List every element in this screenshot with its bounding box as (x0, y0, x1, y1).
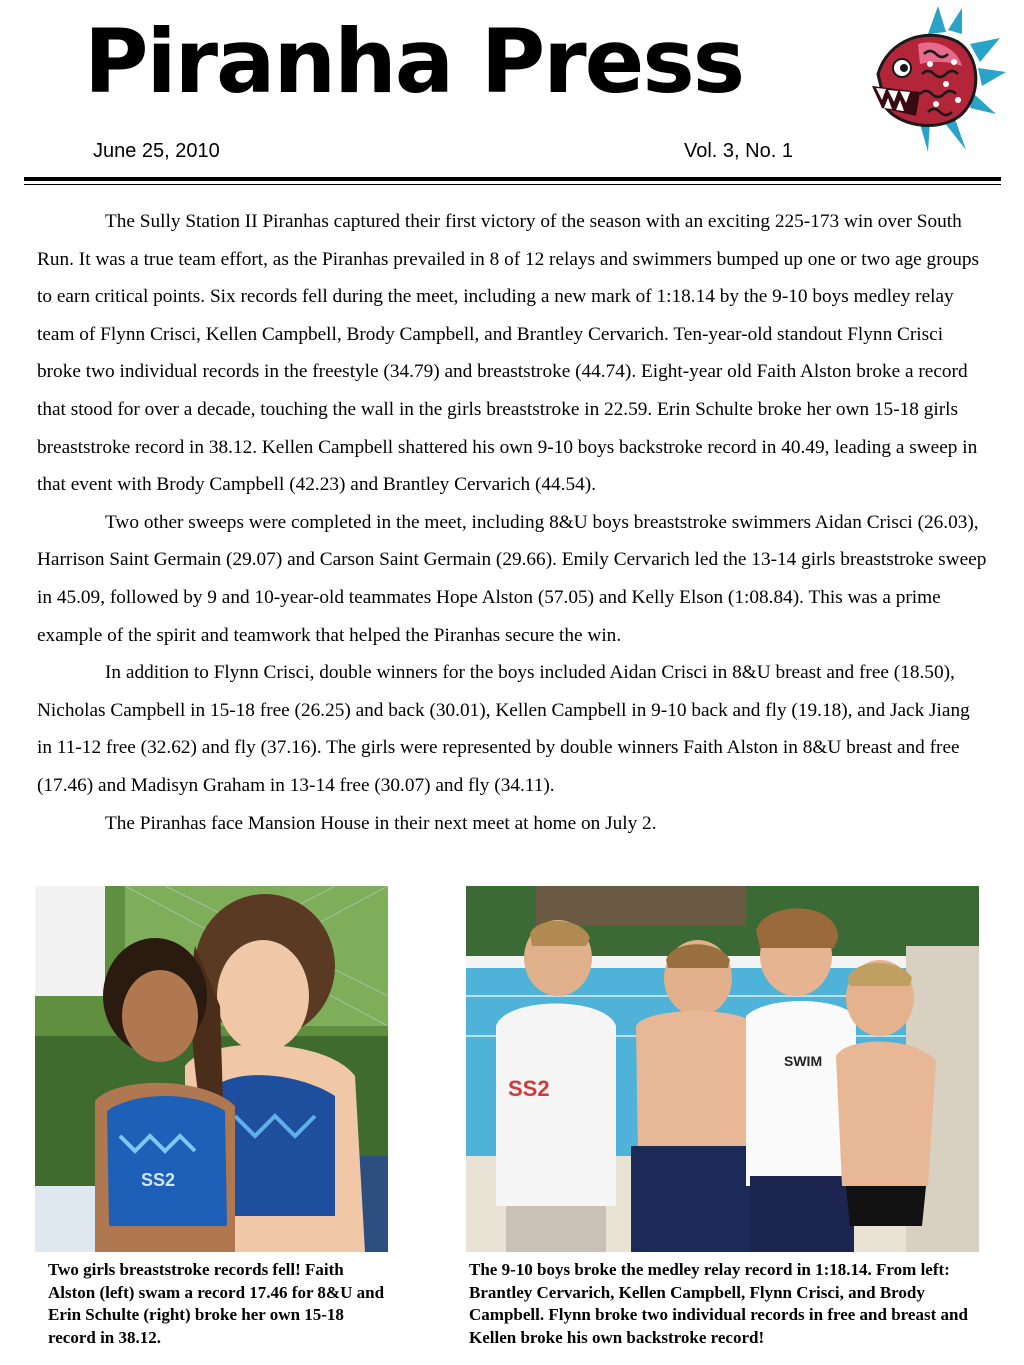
article-paragraph: In addition to Flynn Crisci, double winners for the boys included Aidan Crisci in 8&U breast and free (18.50), Nicholas Campbell in 15-18 free (26.25) and back (30.01), Kellen Campbell in 9-10 back and fly (19.18), and Jack Jiang in 11-12 free (32.62) and fly (37.16). The girls were represented by double winners Faith Alston in 8&U breast and free (17.46) and Madisyn Graham in 13-14 free (30.07) and fly (34.11). (37, 662, 970, 796)
article-body (37, 203, 987, 842)
svg-text:SWIM: SWIM (784, 1053, 823, 1069)
piranha-fish-icon (858, 4, 1008, 152)
svg-text:SS2: SS2 (141, 1170, 176, 1190)
issue-volume: Vol. 3, No. 1 (684, 140, 793, 162)
article-paragraph: The Piranhas face Mansion House in their next meet at home on July 2. (105, 812, 657, 834)
newsletter-title: Piranha Press (84, 10, 744, 113)
svg-text:SS2: SS2 (508, 1076, 550, 1101)
issue-date: June 25, 2010 (93, 140, 220, 162)
article-paragraph: Two other sweeps were completed in the meet, including 8&U boys breaststroke swimmers Aidan Crisci (26.03), Harrison Saint Germain (29.07) and Carson Saint Germain (29.66). Emily Cervarich led the 13-14 girls breaststroke sweep in 45.09, followed by 9 and 10-year-old teammates Hope Alston (57.05) and Kelly Elson (1:08.84). This was a prime example of the spirit and teamwork that helped the Piranhas secure the win. (37, 511, 987, 646)
article-paragraph: The Sully Station II Piranhas captured their first victory of the season with an exciting 225-173 win over South Run. It was a true team effort, as the Piranhas prevailed in 8 of 12 relays and swimmers bumped up one or two age groups to earn critical points. Six records fell during the meet, including a new mark of 1:18.14 by the 9-10 boys medley relay team of Flynn Crisci, Kellen Campbell, Brody Campbell, and Brantley Cervarich. Ten-year-old standout Flynn Crisci broke two individual records in the freestyle (34.79) and breaststroke (44.74). Eight-year old Faith Alston broke a record that stood for over a decade, touching the wall in the girls breaststroke in 22.59. Erin Schulte broke her own 15-18 girls breaststroke record in 38.12. Kellen Campbell shattered his own 9-10 boys backstroke record in 40.49, leading a sweep in that event with Brody Campbell (42.23) and Brantley Cervarich (44.54). (37, 211, 980, 496)
masthead-divider (24, 177, 1001, 181)
photo-girls-record-holders (35, 886, 388, 1252)
masthead-divider-thin (24, 184, 1001, 185)
photo-boys-relay-team (466, 886, 979, 1252)
photo-caption: The 9-10 boys broke the medley relay record in 1:18.14. From left: Brantley Cervarich, Kellen Campbell, Flynn Crisci, and Brody Campbell. Flynn broke two individual records in free and breast and Kellen broke his own backstroke record! (469, 1260, 968, 1347)
photo-caption: Two girls breaststroke records fell! Faith Alston (left) swam a record 17.46 for 8&U and Erin Schulte (right) broke her own 15-18 record in 38.12. (48, 1260, 385, 1347)
